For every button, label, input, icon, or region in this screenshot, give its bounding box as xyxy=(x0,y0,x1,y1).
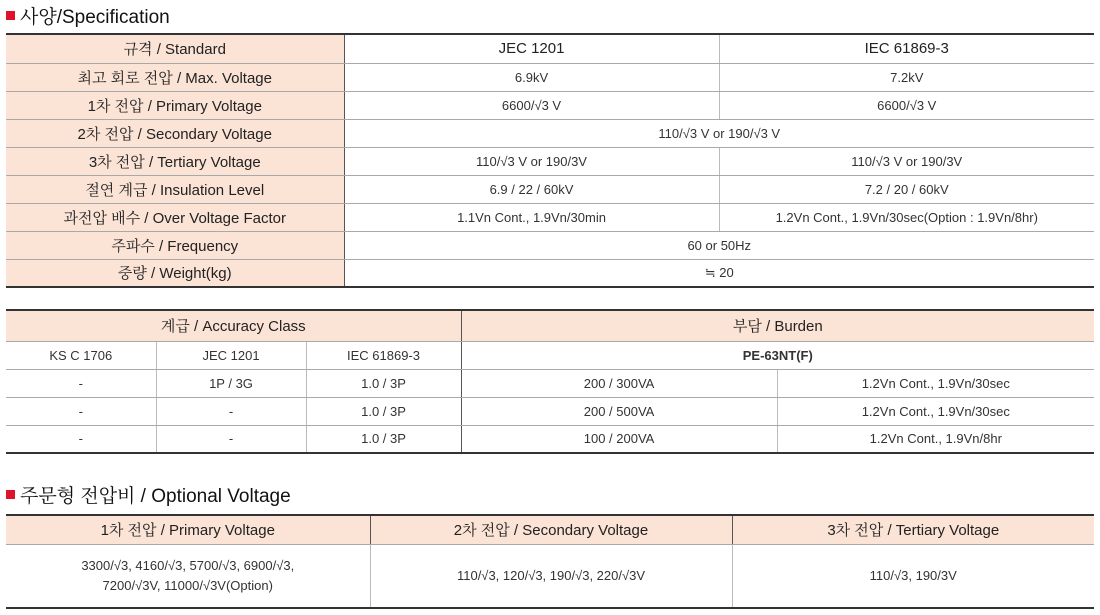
jec-value: 1.1Vn Cont., 1.9Vn/30min xyxy=(344,203,719,231)
ks-header: KS C 1706 xyxy=(6,341,156,369)
tertiary-values: 110/√3, 190/3V xyxy=(732,544,1094,608)
merged-value: 110/√3 V or 190/√3 V xyxy=(344,119,1094,147)
iec-value: 1.0 / 3P xyxy=(306,425,461,453)
iec-header: IEC 61869-3 xyxy=(306,341,461,369)
table-row xyxy=(6,147,1094,175)
accuracy-subheader-row xyxy=(6,341,1094,369)
ks-value: - xyxy=(6,397,156,425)
iec-value: 1.2Vn Cont., 1.9Vn/30sec(Option : 1.9Vn/8hr) xyxy=(719,203,1094,231)
ks-value: - xyxy=(6,369,156,397)
jec-value: 6600/√3 V xyxy=(344,91,719,119)
table-row xyxy=(6,259,1094,287)
spec-title-text: 사양/Specification xyxy=(20,6,170,28)
jec-header: JEC 1201 xyxy=(156,341,306,369)
iec-value: 6600/√3 V xyxy=(719,91,1094,119)
row-label: 과전압 배수 / Over Voltage Factor xyxy=(6,203,344,231)
accuracy-table xyxy=(6,309,1094,454)
burden-value: 100 / 200VA xyxy=(461,425,777,453)
row-label: 최고 회로 전압 / Max. Voltage xyxy=(6,63,344,91)
burden-value: 200 / 500VA xyxy=(461,397,777,425)
jec-value: 6.9 / 22 / 60kV xyxy=(344,175,719,203)
optional-table xyxy=(6,514,1094,609)
jec-value: 110/√3 V or 190/3V xyxy=(344,147,719,175)
red-square-icon xyxy=(6,11,15,20)
jec-header: JEC 1201 xyxy=(344,34,719,63)
tertiary-header: 3차 전압 / Tertiary Voltage xyxy=(732,515,1094,544)
row-label: 3차 전압 / Tertiary Voltage xyxy=(6,147,344,175)
iec-value: 110/√3 V or 190/3V xyxy=(719,147,1094,175)
iec-value: 7.2 / 20 / 60kV xyxy=(719,175,1094,203)
primary-line-2: 7200/√3V, 11000/√3V(Option) xyxy=(102,577,273,593)
iec-value: 1.0 / 3P xyxy=(306,369,461,397)
primary-values xyxy=(6,544,370,608)
table-row xyxy=(6,397,1094,425)
iec-header: IEC 61869-3 xyxy=(719,34,1094,63)
model-header: PE-63NT(F) xyxy=(461,341,1094,369)
accuracy-header-row xyxy=(6,310,1094,341)
iec-value: 1.0 / 3P xyxy=(306,397,461,425)
table-row xyxy=(6,231,1094,259)
red-square-icon xyxy=(6,490,15,499)
spec-section-title xyxy=(6,2,170,28)
merged-value: 60 or 50Hz xyxy=(344,231,1094,259)
optional-header-row xyxy=(6,515,1094,544)
factor-value: 1.2Vn Cont., 1.9Vn/8hr xyxy=(777,425,1094,453)
merged-value: ≒ 20 xyxy=(344,259,1094,287)
burden-header: 부담 / Burden xyxy=(461,310,1094,341)
spec-table xyxy=(6,33,1094,288)
factor-value: 1.2Vn Cont., 1.9Vn/30sec xyxy=(777,397,1094,425)
jec-value: 1P / 3G xyxy=(156,369,306,397)
table-row xyxy=(6,425,1094,453)
jec-value: - xyxy=(156,397,306,425)
row-label: 주파수 / Frequency xyxy=(6,231,344,259)
row-label: 절연 계급 / Insulation Level xyxy=(6,175,344,203)
table-row xyxy=(6,119,1094,147)
accuracy-class-header: 계급 / Accuracy Class xyxy=(6,310,461,341)
row-label: 중량 / Weight(kg) xyxy=(6,259,344,287)
table-row xyxy=(6,544,1094,608)
jec-value: 6.9kV xyxy=(344,63,719,91)
table-row xyxy=(6,369,1094,397)
table-row xyxy=(6,203,1094,231)
optional-section-title xyxy=(6,481,291,507)
ks-value: - xyxy=(6,425,156,453)
burden-value: 200 / 300VA xyxy=(461,369,777,397)
standard-header: 규격 / Standard xyxy=(6,34,344,63)
primary-header: 1차 전압 / Primary Voltage xyxy=(6,515,370,544)
secondary-values: 110/√3, 120/√3, 190/√3, 220/√3V xyxy=(370,544,732,608)
factor-value: 1.2Vn Cont., 1.9Vn/30sec xyxy=(777,369,1094,397)
table-row xyxy=(6,175,1094,203)
jec-value: - xyxy=(156,425,306,453)
optional-title-text: 주문형 전압비 / Optional Voltage xyxy=(20,485,291,507)
iec-value: 7.2kV xyxy=(719,63,1094,91)
secondary-header: 2차 전압 / Secondary Voltage xyxy=(370,515,732,544)
table-row xyxy=(6,63,1094,91)
row-label: 2차 전압 / Secondary Voltage xyxy=(6,119,344,147)
row-label: 1차 전압 / Primary Voltage xyxy=(6,91,344,119)
spec-header-row xyxy=(6,34,1094,63)
primary-line-1: 3300/√3, 4160/√3, 5700/√3, 6900/√3, xyxy=(81,557,295,573)
table-row xyxy=(6,91,1094,119)
